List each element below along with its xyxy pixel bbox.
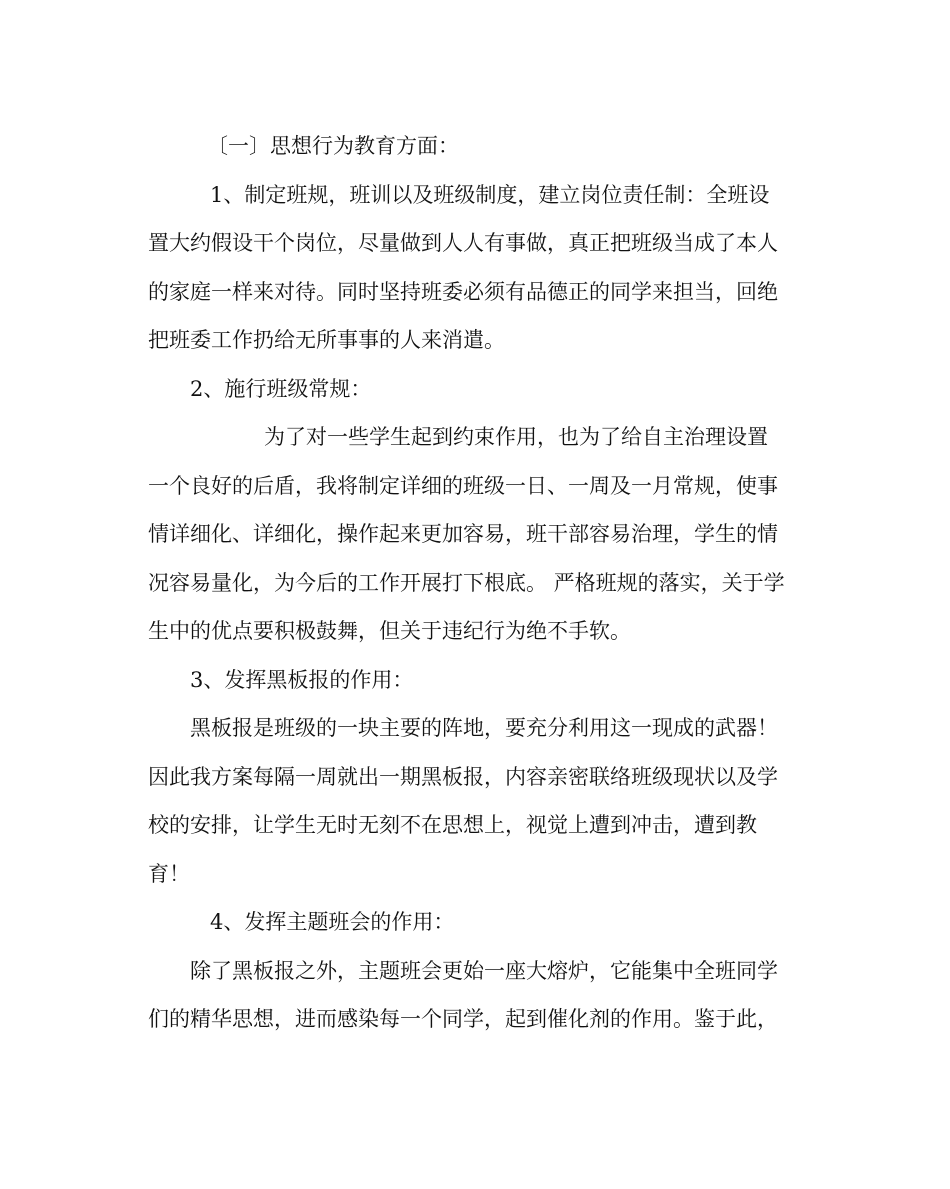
paragraph-line: 况容易量化，为今后的工作开展打下根底。 严格班规的落实，关于学	[148, 571, 785, 595]
paragraph-line: 生中的优点要积极鼓舞，但关于违纪行为绝不手软。	[148, 619, 631, 643]
paragraph-line: 为了对一些学生起到约束作用，也为了给自主治理设置	[264, 425, 768, 449]
item-4-heading: 4、发挥主题班会的作用：	[210, 910, 455, 934]
item-1-heading: 1、制定班规，班训以及班级制度，建立岗位责任制：全班设	[210, 183, 770, 207]
item-3-heading: 3、发挥黑板报的作用：	[190, 668, 414, 692]
paragraph-line: 情详细化、详细化，操作起来更加容易，班干部容易治理，学生的情	[148, 522, 778, 546]
item-2-heading: 2、施行班级常规：	[190, 377, 372, 401]
paragraph-line: 育！	[148, 862, 190, 886]
paragraph-line: 置大约假设干个岗位，尽量做到人人有事做，真正把班级当成了本人	[148, 231, 778, 255]
section-heading: 〔一〕思想行为教育方面：	[207, 134, 459, 158]
paragraph-line: 除了黑板报之外，主题班会更始一座大熔炉，它能集中全班同学	[190, 959, 778, 983]
paragraph-line: 一个良好的后盾，我将制定详细的班级一日、一周及一月常规，使事	[148, 474, 778, 498]
paragraph-line: 黑板报是班级的一块主要的阵地，要充分利用这一现成的武器！	[190, 716, 778, 740]
paragraph-line: 把班委工作扔给无所事事的人来消遣。	[148, 328, 505, 352]
paragraph-line: 的家庭一样来对待。同时坚持班委必须有品德正的同学来担当，回绝	[148, 280, 778, 304]
paragraph-line: 们的精华思想，进而感染每一个同学，起到催化剂的作用。鉴于此，	[148, 1007, 778, 1031]
paragraph-line: 因此我方案每隔一周就出一期黑板报，内容亲密联络班级现状以及学	[148, 765, 778, 789]
paragraph-line: 校的安排，让学生无时无刻不在思想上，视觉上遭到冲击，遭到教	[148, 813, 757, 837]
